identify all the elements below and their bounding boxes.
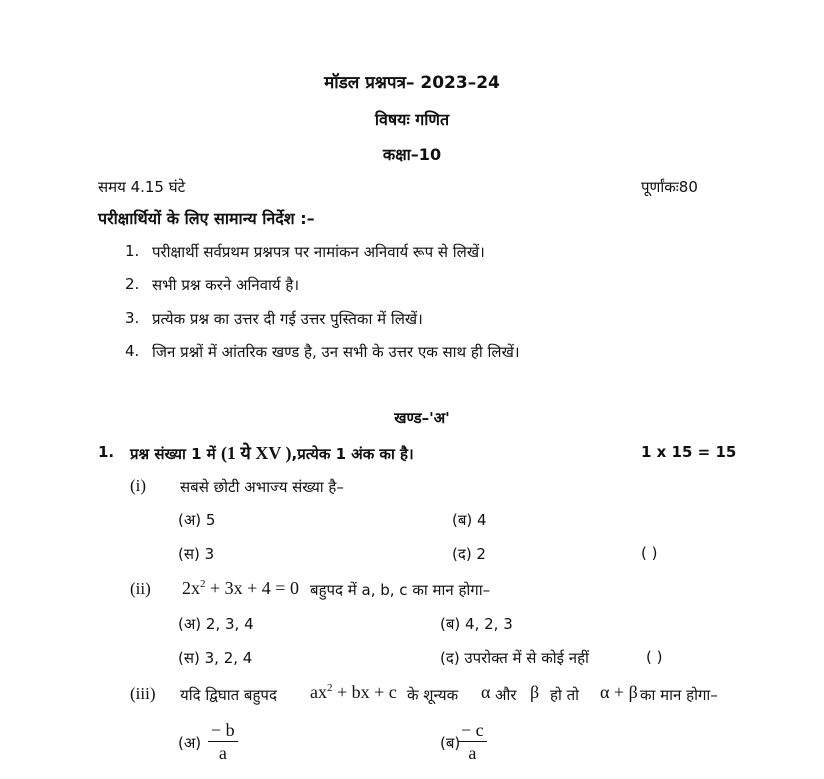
subquestion-number: (iii) [130,684,156,703]
subject-heading: विषयः गणित [374,110,450,129]
question-text: प्रश्न संख्या 1 में (1 ये XV ),प्रत्येक 1 अंक का है। [130,443,414,463]
question-number: 1. [98,443,115,461]
option-b-fraction [458,720,487,764]
answer-box: ( ) [641,544,658,562]
alpha-symbol: α [481,682,491,702]
subquestion-text: सबसे छोटी अभाज्य संख्या है– [180,478,344,496]
subquestion-text-pre: यदि द्विघात बहुपद [180,686,277,704]
instruction-number: 1. [125,242,140,260]
subquestion-number: (i) [130,476,147,495]
subquestion-text: बहुपद में a, b, c का मान होगा– [310,581,491,599]
instruction-text: जिन प्रश्नों में आंतरिक खण्ड है, उन सभी के उत्तर एक साथ ही लिखें। [152,343,520,361]
subquestion-text-ho-to: हो तो [550,686,580,704]
sum-expression: α + β [600,682,638,702]
option-a-label: (अ) [178,734,202,752]
option-a: (अ) 2, 3, 4 [178,615,254,633]
instruction-number: 2. [125,275,140,293]
option-d: (द) 2 [452,545,486,563]
option-d: (द) उपरोक्त में से कोई नहीं [440,649,589,667]
option-c: (स) 3, 2, 4 [178,649,253,667]
option-b: (ब) 4, 2, 3 [440,615,513,633]
option-a-fraction [208,720,238,764]
option-b-label: (ब) [440,734,461,752]
class-heading: कक्षा–10 [382,145,442,164]
section-heading: खण्ड–'अ' [394,409,450,427]
time-label: समय 4.15 घंटे [98,178,186,196]
question-range: (1 ये XV ) [220,443,292,463]
option-b: (ब) 4 [452,511,487,529]
subquestion-text-post: का मान होगा– [640,686,718,704]
instruction-text: परीक्षार्थी सर्वप्रथम प्रश्नपत्र पर नामांकन अनिवार्य रूप से लिखें। [152,243,485,261]
polynomial-expression: $2x^2 + 3x + 4 = 0$ [182,578,299,598]
instruction-number: 4. [125,342,140,360]
fraction-denominator: a [218,743,227,763]
option-c: (स) 3 [178,545,215,563]
instruction-text: प्रत्येक प्रश्न का उत्तर दी गई उत्तर पुस्तिका में लिखें। [152,310,423,328]
polynomial-expression: $ax^2$ + bx + c [310,682,397,702]
instruction-number: 3. [125,309,140,327]
instructions-heading: परीक्षार्थियों के लिए सामान्य निर्देश :– [98,209,315,228]
fraction-denominator: a [468,743,477,763]
answer-box: ( ) [646,648,663,666]
fraction-numerator: − c [458,720,487,742]
beta-symbol: β [530,682,540,702]
instruction-text: सभी प्रश्न करने अनिवार्य है। [152,276,300,294]
option-a: (अ) 5 [178,511,216,529]
subquestion-text-mid: के शून्यक [407,686,459,704]
fraction-numerator: − b [208,720,238,742]
question-marks: 1 x 15 = 15 [641,443,737,461]
total-marks-label: पूर्णांकः80 [641,178,698,196]
and-text: और [495,686,517,704]
subquestion-number: (ii) [130,579,151,598]
page-title: मॉडल प्रश्नपत्र– 2023–24 [324,73,500,93]
